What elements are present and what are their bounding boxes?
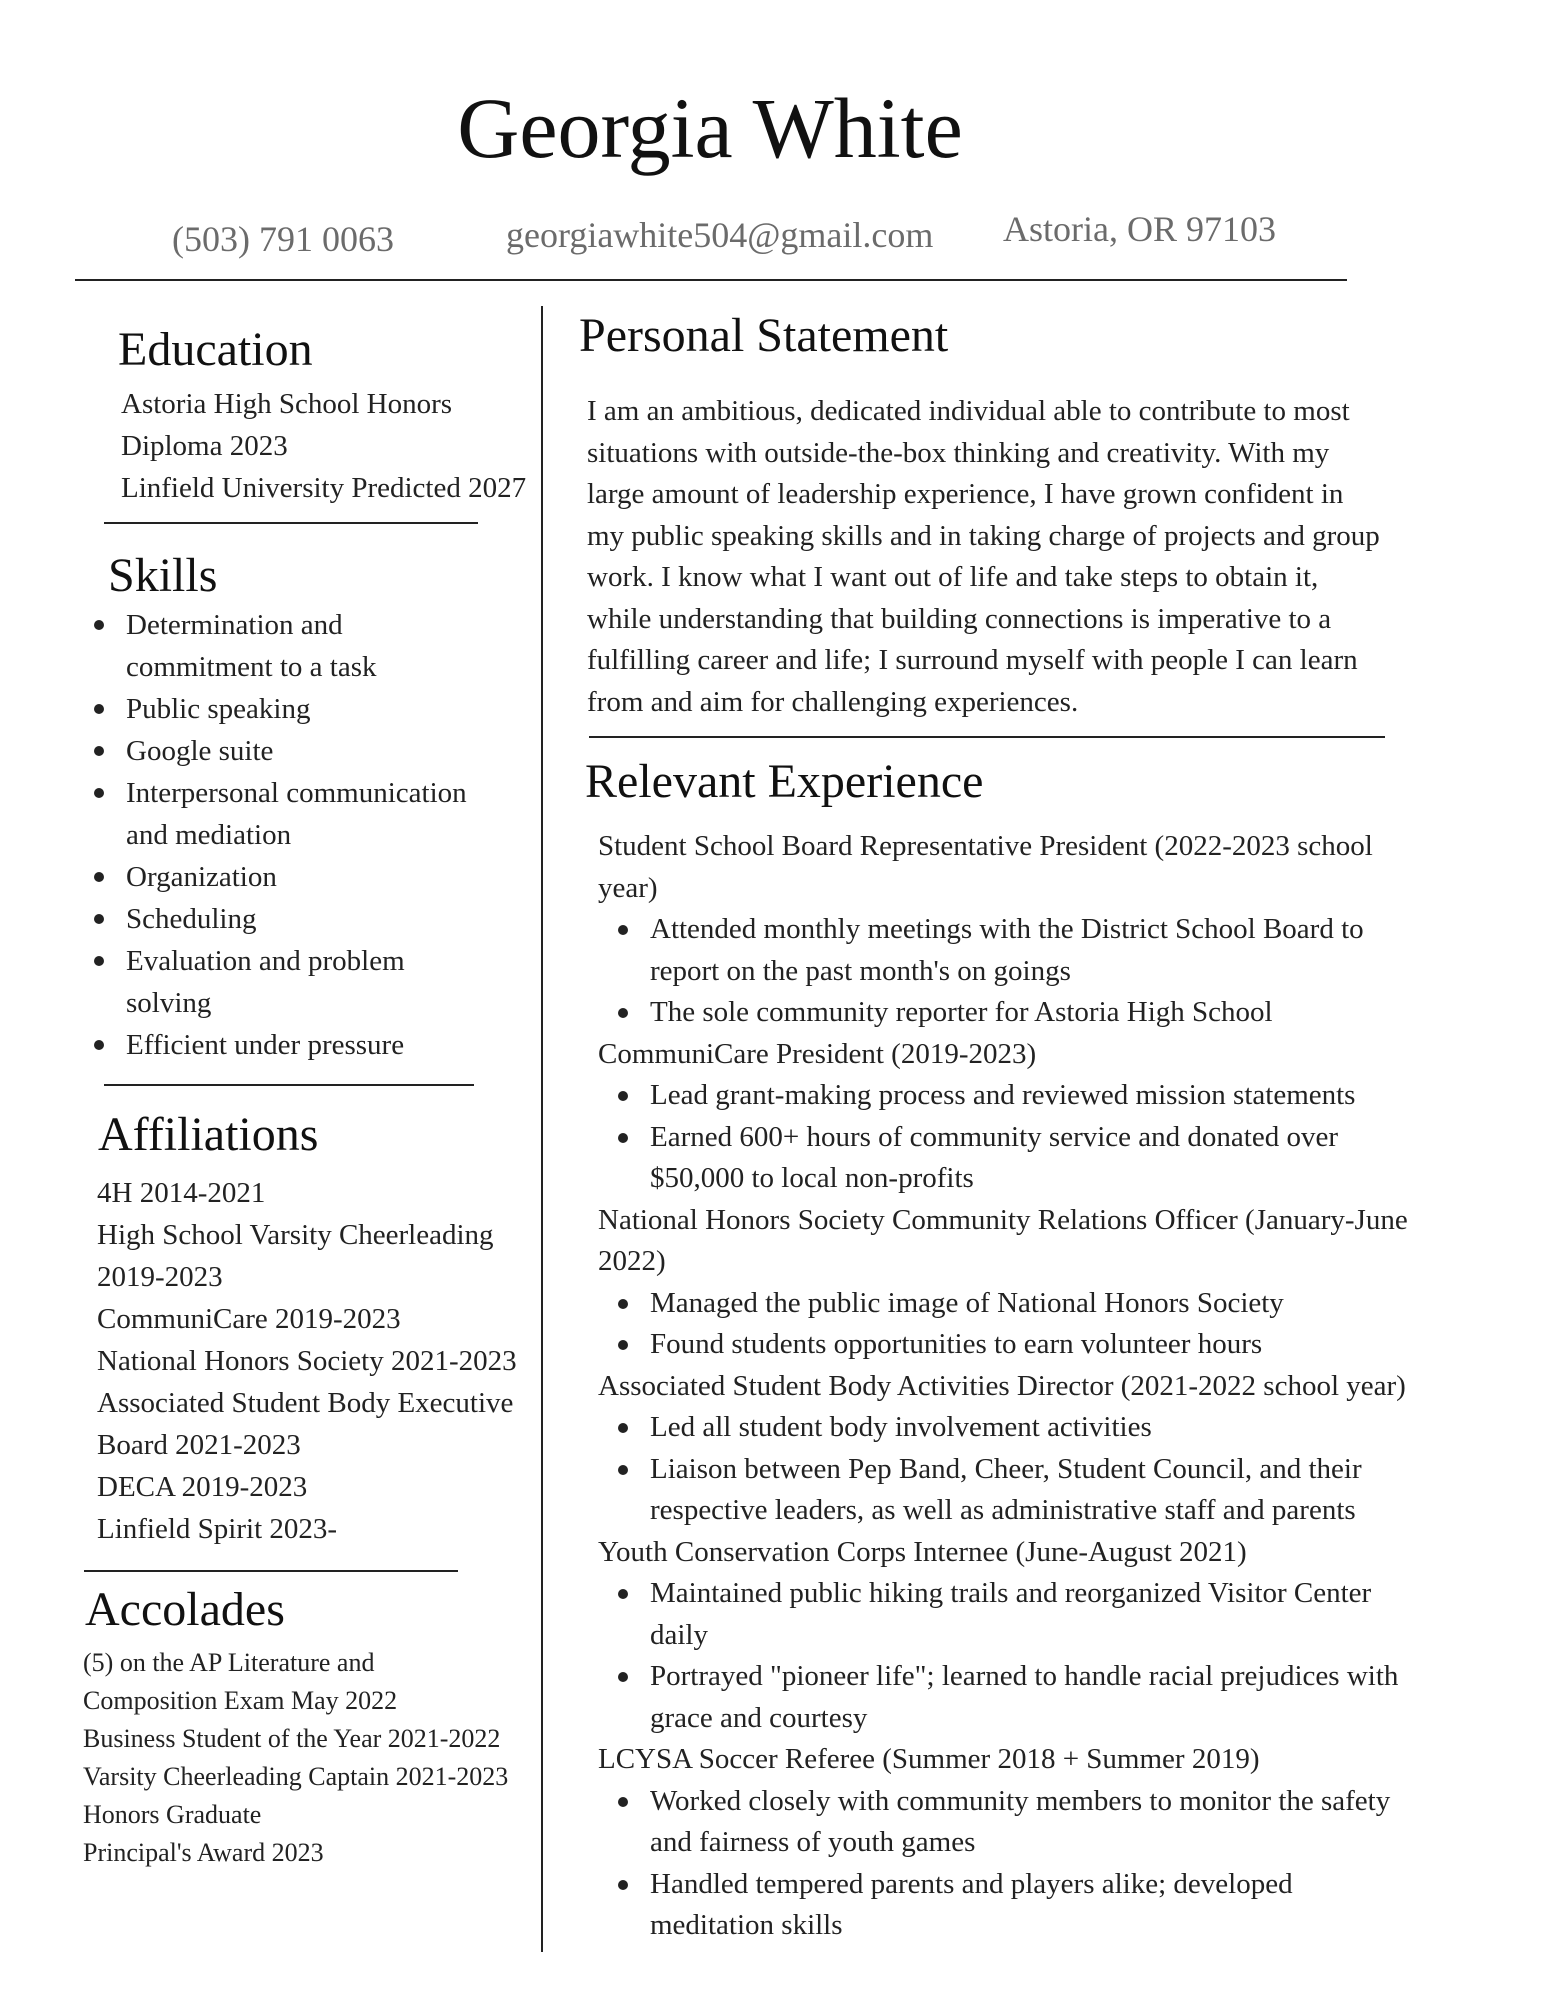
experience-bullet: Managed the public image of National Honors Society: [598, 1283, 1418, 1325]
skill-item: Public speaking: [126, 688, 467, 730]
experience-bullet: Worked closely with community members to monitor the safety and fairness of youth games: [598, 1781, 1418, 1864]
location: Astoria, OR 97103: [1003, 209, 1276, 249]
affiliation-item: 4H 2014-2021: [97, 1177, 266, 1209]
experience-role: Student School Board Representative President (2022-2023 school year): [598, 830, 1373, 904]
experience-bullet: Maintained public hiking trails and reorganized Visitor Center daily: [598, 1573, 1418, 1656]
skills-divider: [104, 1084, 474, 1086]
affiliations-list: [97, 1172, 517, 1550]
header-divider: [75, 279, 1347, 281]
accolades-heading: Accolades: [85, 1583, 285, 1636]
experience-bullet: Found students opportunities to earn volunteer hours: [598, 1324, 1418, 1366]
personal-statement-text: I am an ambitious, dedicated individual able to contribute to most situations with outside-the-box thinking and creativity. With my large amount of leadership experience, I have grown confident in my public speaking skills and in taking charge of projects and group work. I know what I want out of life and take steps to obtain it, while understanding that building connections is imperative to a fulfilling career and life; I surround myself with people I can learn from and aim for challenging experiences.: [587, 395, 1380, 718]
affiliations-heading: Affiliations: [98, 1108, 319, 1161]
affiliation-item: Associated Student Body Executive: [97, 1387, 514, 1419]
experience-bullet: The sole community reporter for Astoria High School: [598, 992, 1418, 1034]
skill-item: Scheduling: [126, 898, 467, 940]
experience-heading: Relevant Experience: [585, 755, 984, 808]
experience-bullet: Liaison between Pep Band, Cheer, Student Council, and their respective leaders, as well as administrative staff and parents: [598, 1449, 1418, 1532]
experience-bullets: [598, 1781, 1418, 1947]
affiliation-item: High School Varsity Cheerleading: [97, 1219, 494, 1251]
affiliation-item: CommuniCare 2019-2023: [97, 1303, 401, 1335]
column-divider: [541, 306, 543, 1952]
skill-item: Efficient under pressure: [126, 1024, 467, 1066]
skill-item: Evaluation and problem: [126, 940, 467, 982]
experience-list: [598, 826, 1418, 1947]
skill-item: Determination and: [126, 604, 467, 646]
skill-item: Organization: [126, 856, 467, 898]
education-list: [121, 383, 526, 509]
accolade-item: Varsity Cheerleading Captain 2021-2023: [83, 1762, 509, 1791]
email-address: georgiawhite504@gmail.com: [506, 215, 934, 255]
education-line: Astoria High School Honors: [121, 388, 453, 420]
education-line: Diploma 2023: [121, 430, 288, 462]
skill-item: solving: [126, 987, 212, 1019]
affiliation-item: Linfield Spirit 2023-: [97, 1513, 338, 1545]
education-heading: Education: [118, 323, 313, 376]
phone-number: (503) 791 0063: [172, 219, 394, 259]
experience-bullet: Handled tempered parents and players alike; developed meditation skills: [598, 1864, 1418, 1947]
experience-bullets: [598, 1075, 1418, 1200]
experience-role: CommuniCare President (2019-2023): [598, 1037, 1037, 1070]
experience-bullet: Lead grant-making process and reviewed mission statements: [598, 1075, 1418, 1117]
accolade-item: Composition Exam May 2022: [83, 1686, 398, 1715]
candidate-name: Georgia White: [457, 80, 963, 176]
skill-item: commitment to a task: [126, 651, 377, 683]
skill-item: and mediation: [126, 819, 292, 851]
skills-list: [126, 604, 467, 1066]
experience-role: Youth Conservation Corps Internee (June-August 2021): [598, 1535, 1247, 1568]
accolades-list: [83, 1644, 508, 1872]
experience-bullet: Earned 600+ hours of community service and donated over $50,000 to local non-profits: [598, 1117, 1418, 1200]
experience-bullets: [598, 1283, 1418, 1366]
skill-item: Google suite: [126, 730, 467, 772]
experience-bullets: [598, 1573, 1418, 1739]
education-line: Linfield University Predicted 2027: [121, 472, 527, 504]
experience-role: LCYSA Soccer Referee (Summer 2018 + Summer 2019): [598, 1743, 1260, 1775]
experience-bullet: Led all student body involvement activities: [598, 1407, 1418, 1449]
experience-bullets: [598, 909, 1418, 1034]
skills-heading: Skills: [108, 549, 218, 602]
skill-item: Interpersonal communication: [126, 772, 467, 814]
experience-bullet: Portrayed "pioneer life"; learned to handle racial prejudices with grace and courtesy: [598, 1656, 1418, 1739]
education-divider: [104, 522, 478, 524]
affiliation-item: Board 2021-2023: [97, 1429, 301, 1461]
experience-bullets: [598, 1407, 1418, 1532]
experience-bullet: Attended monthly meetings with the District School Board to report on the past month's on goings: [598, 909, 1418, 992]
statement-divider: [589, 736, 1385, 738]
accolade-item: Principal's Award 2023: [83, 1838, 324, 1867]
personal-statement-heading: Personal Statement: [579, 309, 949, 362]
affiliation-item: DECA 2019-2023: [97, 1471, 308, 1503]
experience-role: Associated Student Body Activities Director (2021-2022 school year): [598, 1369, 1406, 1402]
accolade-item: Business Student of the Year 2021-2022: [83, 1724, 501, 1753]
affiliation-item: 2019-2023: [97, 1261, 223, 1293]
affiliation-item: National Honors Society 2021-2023: [97, 1345, 517, 1377]
experience-role: National Honors Society Community Relations Officer (January-June 2022): [598, 1203, 1408, 1277]
accolade-item: (5) on the AP Literature and: [83, 1648, 375, 1677]
affiliations-divider: [84, 1570, 458, 1572]
accolade-item: Honors Graduate: [83, 1800, 262, 1829]
